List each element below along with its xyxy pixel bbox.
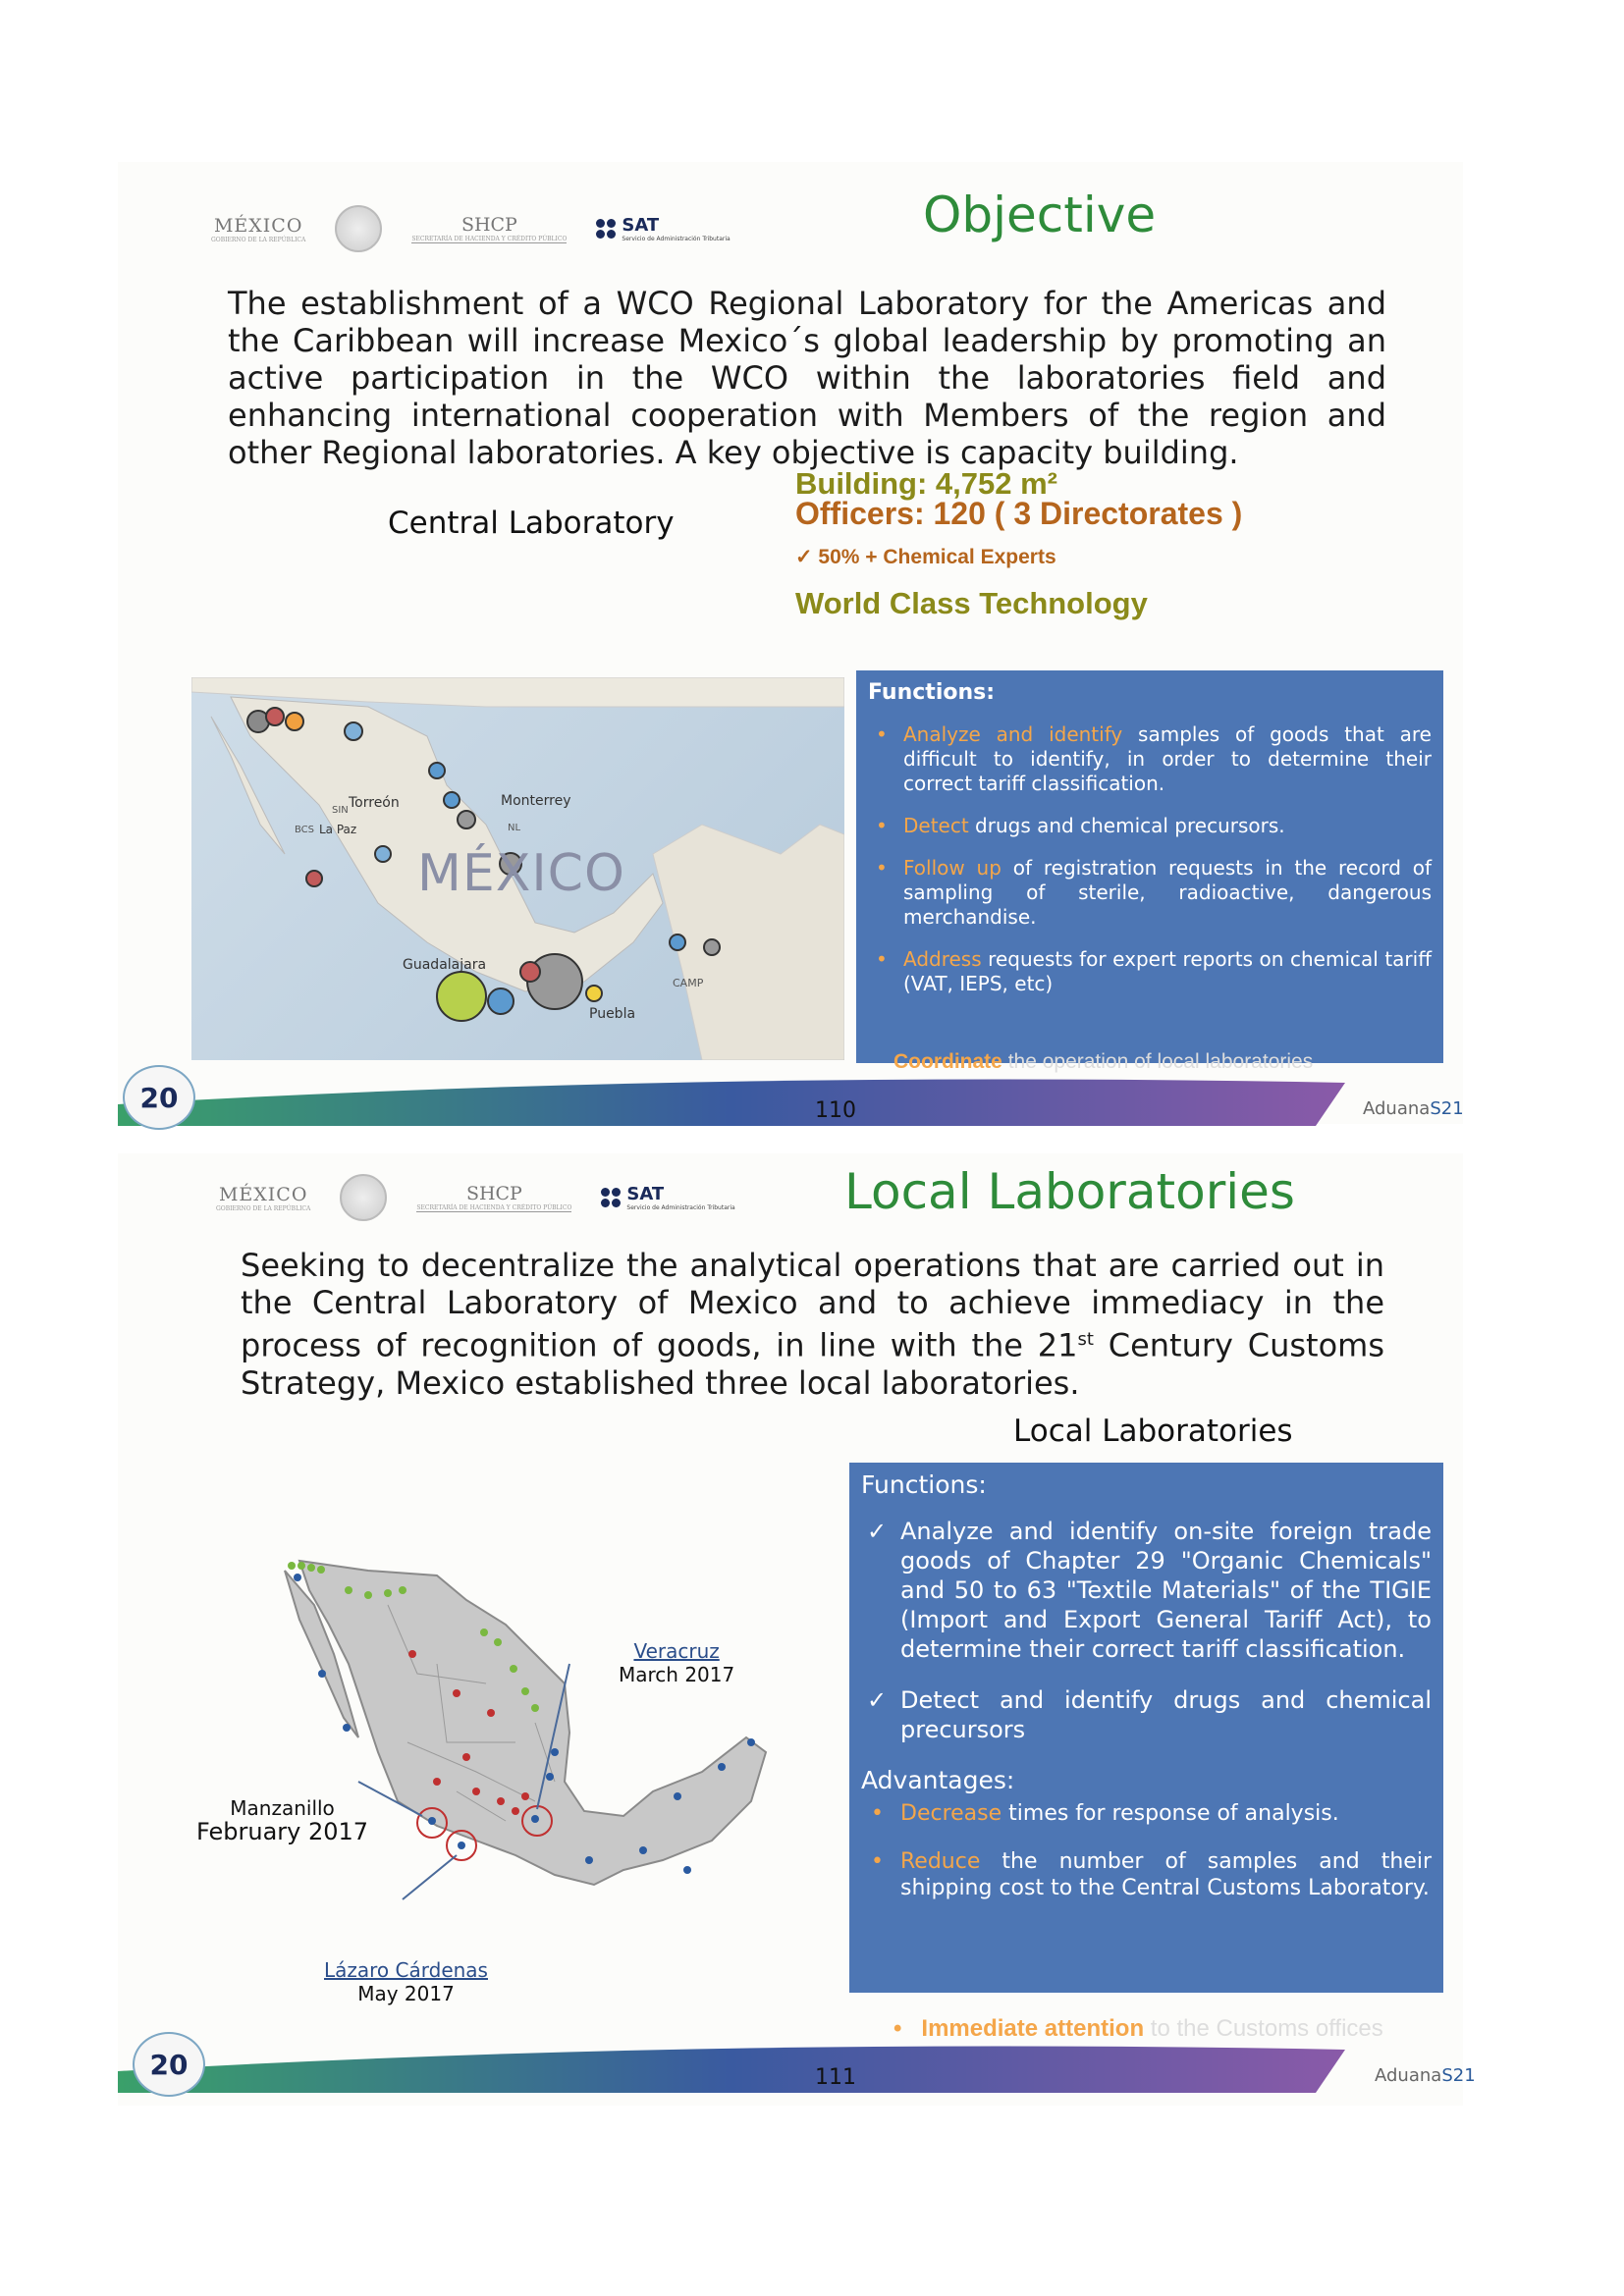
- footer-bar: [118, 2032, 1476, 2093]
- central-lab-map: [191, 677, 844, 1060]
- sat-logo: SAT Servicio de Administración Tributaria: [596, 215, 730, 242]
- aduana-logo: AduanaS21: [1375, 2065, 1476, 2086]
- sat-dots-icon: [601, 1188, 621, 1207]
- local-labs-map: [241, 1546, 790, 1968]
- map-label-bcs: BCS: [295, 825, 315, 835]
- faded-advantage-item: • Immediate attention to the Customs offices: [893, 2015, 1383, 2042]
- advantage-item: • Reduce the number of samples and their shipping cost to the Central Customs Laboratory.: [861, 1848, 1432, 1901]
- building-fact: Building: 4,752 m²: [795, 466, 1057, 501]
- slide-title: Local Laboratories: [844, 1163, 1295, 1220]
- mexico-logo: MÉXICO GOBIERNO DE LA REPÚBLICA: [211, 214, 306, 243]
- functions-advantages-panel: [849, 1463, 1443, 1993]
- slide-objective: [118, 162, 1463, 1124]
- shcp-logo: SHCP SECRETARÍA DE HACIENDA Y CRÉDITO PÚBLICO: [411, 214, 568, 242]
- function-item: ✓ Analyze and identify on-site foreign trade goods of Chapter 29 "Organic Chemicals" and 50 to 63 "Textile Materials" of the TIGIE (Import and Export General Tariff Act), to determine their correct tariff classification.: [861, 1517, 1432, 1664]
- sat-logo: SAT Servicio de Administración Tributaria: [601, 1184, 734, 1211]
- officers-fact: Officers: 120 ( 3 Directorates ): [795, 496, 1243, 531]
- page-number: 110: [815, 1098, 856, 1123]
- aduana-logo: AduanaS21: [1363, 1098, 1464, 1119]
- seal-icon: [335, 205, 382, 252]
- objective-paragraph: The establishment of a WCO Regional Laboratory for the Americas and the Caribbean will increase Mexico´s global leadership by promoting an active participation in the WCO within the laboratories field and enhancing international cooperation with Members of the region and other Regional laboratories. A key objective is capacity building.: [228, 285, 1386, 471]
- map-label-nl: NL: [508, 823, 521, 833]
- faded-function-item: Coordinate the operation of local laboratories: [893, 1050, 1314, 1073]
- function-item: ✓ Detect and identify drugs and chemical precursors: [861, 1685, 1432, 1744]
- functions-panel: [856, 670, 1443, 1063]
- footer-swoosh: [118, 1065, 1463, 1126]
- map-label-puebla: Puebla: [589, 1006, 636, 1022]
- page-number: 111: [815, 2065, 856, 2090]
- map-label-torreon: Torreón: [349, 795, 400, 811]
- footer-swoosh: [118, 2032, 1463, 2093]
- map-label-guadalajara: Guadalajara: [403, 957, 487, 973]
- local-labs-paragraph: Seeking to decentralize the analytical operations that are carried out in the Central Laboratory of Mexico and to achieve immediacy in the process of recognition of goods, in line with the 21st Century Customs Strategy, Mexico established three local laboratories.: [241, 1247, 1385, 1402]
- function-item: • Detect drugs and chemical precursors.: [868, 814, 1432, 838]
- technology-fact: World Class Technology: [795, 586, 1148, 620]
- veracruz-callout: Veracruz March 2017: [619, 1639, 735, 1686]
- footer-bar: [118, 1065, 1463, 1126]
- seal-icon: [340, 1174, 387, 1221]
- manzanillo-callout: Manzanillo February 2017: [196, 1796, 369, 1845]
- map-label-country: MÉXICO: [417, 844, 625, 903]
- map-label-monterrey: Monterrey: [501, 793, 571, 809]
- header-logos: [216, 1178, 735, 1217]
- advantages-title: Advantages:: [861, 1766, 1015, 1794]
- slide-local-laboratories: [118, 1153, 1476, 2106]
- experts-fact: ✓ 50% + Chemical Experts: [795, 546, 1056, 568]
- mexico-logo: MÉXICO GOBIERNO DE LA REPÚBLICA: [216, 1183, 311, 1212]
- slide-title: Objective: [923, 187, 1157, 243]
- mexico-map-graphic: [241, 1546, 790, 1968]
- lazaro-cardenas-callout: Lázaro Cárdenas May 2017: [324, 1958, 488, 2005]
- functions-title: Functions:: [868, 680, 996, 705]
- function-item: • Follow up of registration requests in the record of sampling of sterile, radioactive, dangerous merchandise.: [868, 856, 1432, 930]
- map-label-sin: SIN: [332, 805, 349, 816]
- functions-title: Functions:: [861, 1470, 987, 1499]
- map-label-lapaz: La Paz: [319, 823, 357, 836]
- anniversary-badge: 20: [133, 2032, 205, 2097]
- central-laboratory-label: Central Laboratory: [388, 506, 675, 541]
- anniversary-badge: 20: [123, 1065, 195, 1130]
- map-label-camp: CAMP: [673, 977, 704, 989]
- header-logos: [211, 209, 731, 248]
- local-laboratories-label: Local Laboratories: [1013, 1414, 1293, 1449]
- function-item: • Analyze and identify samples of goods that are difficult to identify, in order to determine their correct tariff classification.: [868, 722, 1432, 796]
- sat-dots-icon: [596, 219, 616, 239]
- shcp-logo: SHCP SECRETARÍA DE HACIENDA Y CRÉDITO PÚBLICO: [416, 1183, 572, 1211]
- function-item: • Address requests for expert reports on chemical tariff (VAT, IEPS, etc): [868, 947, 1432, 996]
- advantage-item: • Decrease times for response of analysis.: [861, 1800, 1432, 1827]
